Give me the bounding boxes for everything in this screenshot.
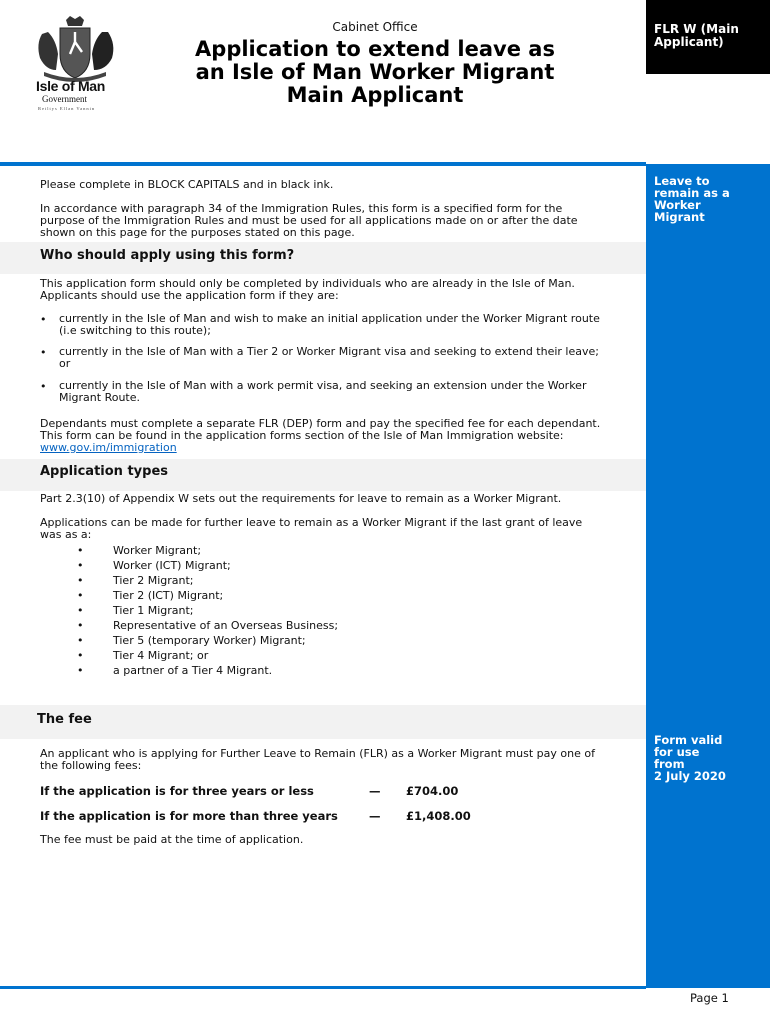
bullet-icon: • xyxy=(77,574,84,587)
list-item: a partner of a Tier 4 Migrant. xyxy=(113,664,273,677)
text-line: (i.e switching to this route); xyxy=(59,324,211,337)
sidebar-line: Worker xyxy=(654,198,701,212)
intro-paragraph xyxy=(40,203,630,239)
bullet-icon: • xyxy=(77,589,84,602)
top-divider xyxy=(0,162,646,166)
sidebar-valid-date xyxy=(654,734,764,782)
text-line: Migrant Route. xyxy=(59,391,141,404)
department-name: Cabinet Office xyxy=(332,20,418,34)
sidebar-line: from xyxy=(654,757,685,771)
bullet-icon: • xyxy=(77,559,84,572)
text-line: This form can be found in the application forms section of the Isle of Man Immigration website: xyxy=(40,429,564,442)
fee-row-amount: £704.00 xyxy=(406,784,459,798)
fee-row-dash: — xyxy=(369,809,381,823)
list-item xyxy=(59,346,634,370)
form-code-box xyxy=(646,0,770,74)
types-paragraph: Part 2.3(10) of Appendix W sets out the requirements for leave to remain as a Worker Migrant. xyxy=(40,492,562,505)
bullet-icon: • xyxy=(77,649,84,662)
page-number: Page 1 xyxy=(690,991,729,1005)
sidebar-category xyxy=(654,175,764,223)
fee-row-dash: — xyxy=(369,784,381,798)
list-item: Worker (ICT) Migrant; xyxy=(113,559,231,572)
sidebar-line: 2 July 2020 xyxy=(654,769,726,783)
bullet-icon: • xyxy=(77,664,84,677)
sidebar-line: Migrant xyxy=(654,210,705,224)
text-line: or xyxy=(59,357,71,370)
form-code-line: Applicant) xyxy=(654,35,724,49)
bullet-icon: • xyxy=(77,604,84,617)
list-item xyxy=(59,380,634,404)
section-heading-fee: The fee xyxy=(37,712,92,727)
who-paragraph xyxy=(40,278,630,302)
text-line: purpose of the Immigration Rules and must be used for all applications made on or after the date xyxy=(40,214,578,227)
immigration-website-link[interactable]: www.gov.im/immigration xyxy=(40,441,177,454)
bullet-icon: • xyxy=(40,380,47,393)
sidebar-line: Leave to xyxy=(654,174,710,188)
section-heading-who: Who should apply using this form? xyxy=(40,248,295,263)
bullet-icon: • xyxy=(77,619,84,632)
bullet-icon: • xyxy=(40,346,47,359)
bullet-icon: • xyxy=(77,634,84,647)
logo-wordmark: Isle of Man xyxy=(36,78,106,94)
bullet-icon: • xyxy=(77,544,84,557)
text-line: currently in the Isle of Man with a work permit visa, and seeking an extension under the Worker xyxy=(59,379,587,392)
title-line: Application to extend leave as xyxy=(195,37,555,61)
text-line: Applications can be made for further leave to remain as a Worker Migrant if the last grant of leave xyxy=(40,516,583,529)
text-line: the following fees: xyxy=(40,759,142,772)
text-line: currently in the Isle of Man and wish to make an initial application under the Worker Migrant route xyxy=(59,312,600,325)
list-item: Tier 5 (temporary Worker) Migrant; xyxy=(113,634,306,647)
sidebar xyxy=(646,164,770,988)
bottom-divider xyxy=(0,986,646,989)
list-item xyxy=(59,313,634,337)
sidebar-line: remain as a xyxy=(654,186,730,200)
text-line: was as a: xyxy=(40,528,92,541)
fee-paragraph xyxy=(40,748,630,772)
fee-row-label: If the application is for three years or less xyxy=(40,784,314,798)
logo-subtitle: Government xyxy=(42,94,87,104)
list-item: Tier 4 Migrant; or xyxy=(113,649,209,662)
text-line: Dependants must complete a separate FLR (DEP) form and pay the specified fee for each dependant. xyxy=(40,417,601,430)
types-paragraph xyxy=(40,517,630,541)
section-heading-types: Application types xyxy=(40,464,168,479)
list-item: Tier 2 Migrant; xyxy=(113,574,194,587)
title-line: Main Applicant xyxy=(286,83,464,107)
text-line: This application form should only be completed by individuals who are already in the Isle of Man. xyxy=(40,277,575,290)
text-line: currently in the Isle of Man with a Tier 2 or Worker Migrant visa and seeking to extend their leave; xyxy=(59,345,599,358)
list-item: Worker Migrant; xyxy=(113,544,202,557)
document-title xyxy=(180,38,570,107)
list-item: Tier 1 Migrant; xyxy=(113,604,194,617)
sidebar-line: for use xyxy=(654,745,700,759)
intro-instruction: Please complete in BLOCK CAPITALS and in black ink. xyxy=(40,178,334,191)
text-line: shown on this page for the purposes stated on this page. xyxy=(40,226,355,239)
title-line: an Isle of Man Worker Migrant xyxy=(195,60,555,84)
fee-row-amount: £1,408.00 xyxy=(406,809,471,823)
logo-motto: Reiltys Ellan Vannin xyxy=(38,106,96,111)
sidebar-line: Form valid xyxy=(654,733,723,747)
fee-payment-note: The fee must be paid at the time of application. xyxy=(40,833,304,846)
text-line: Applicants should use the application form if they are: xyxy=(40,289,339,302)
list-item: Representative of an Overseas Business; xyxy=(113,619,339,632)
list-item: Tier 2 (ICT) Migrant; xyxy=(113,589,224,602)
bullet-icon: • xyxy=(40,313,47,326)
text-line: An applicant who is applying for Further Leave to Remain (FLR) as a Worker Migrant must pay one of xyxy=(40,747,595,760)
text-line: In accordance with paragraph 34 of the Immigration Rules, this form is a specified form for the xyxy=(40,202,563,215)
fee-row-label: If the application is for more than three years xyxy=(40,809,338,823)
dependants-paragraph xyxy=(40,418,630,454)
form-code-line: FLR W (Main xyxy=(654,22,739,36)
